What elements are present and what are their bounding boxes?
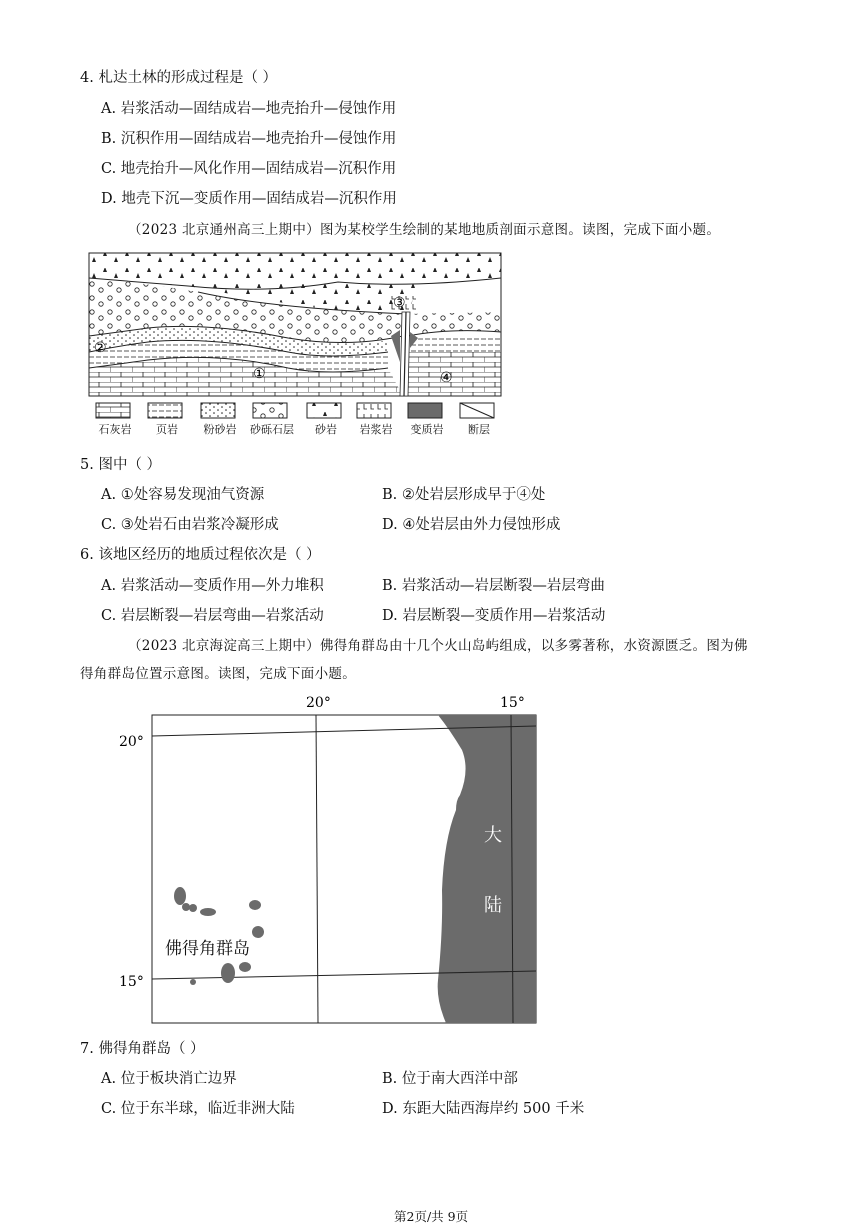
marker-3: ③ <box>393 295 406 311</box>
legend-swatch-shale <box>148 403 182 418</box>
q4-option-b: B. 沉积作用—固结成岩—地壳抬升—侵蚀作用 <box>101 131 397 147</box>
lon-label-15: 15° <box>500 695 525 711</box>
q7-option-c: C. 位于东半球，临近非洲大陆 <box>101 1101 295 1117</box>
q7-option-d: D. 东距大陆西海岸约 500 千米 <box>382 1101 585 1117</box>
q4-option-d: D. 地壳下沉—变质作用—固结成岩—沉积作用 <box>101 191 397 207</box>
q6-option-b: B. 岩浆活动—岩层断裂—岩层弯曲 <box>382 578 605 594</box>
legend-label-metamorphic: 变质岩 <box>410 423 444 436</box>
q5-stem: 5. 图中（ ） <box>80 457 162 473</box>
legend-label-conglomerate: 砂砾石层 <box>250 423 294 436</box>
legend-label-shale: 页岩 <box>156 423 178 436</box>
geologic-section-figure <box>88 252 506 442</box>
legend-label-limestone: 石灰岩 <box>98 423 132 436</box>
legend-label-siltstone: 粉砂岩 <box>203 423 237 436</box>
q5-option-b: B. ②处岩层形成早于④处 <box>382 487 546 503</box>
q6-option-a: A. 岩浆活动—变质作用—外力堆积 <box>101 578 324 594</box>
lat-label-20: 20° <box>119 734 144 750</box>
legend-label-igneous: 岩浆岩 <box>359 423 393 436</box>
legend-swatch-metamorphic <box>408 403 442 418</box>
continent-label-1: 大 <box>484 825 502 846</box>
intro-text-1: （2023 北京通州高三上期中）图为某校学生绘制的某地地质剖面示意图。读图，完成下面小题。 <box>128 222 721 238</box>
q6-stem: 6. 该地区经历的地质过程依次是（ ） <box>80 547 321 563</box>
lat-label-15: 15° <box>119 974 144 990</box>
q5-option-c: C. ③处岩石由岩浆冷凝形成 <box>101 517 279 533</box>
q7-option-b: B. 位于南大西洋中部 <box>382 1071 518 1087</box>
q7-stem: 7. 佛得角群岛（ ） <box>80 1041 205 1057</box>
q5-option-a: A. ①处容易发现油气资源 <box>101 487 265 503</box>
lon-label-20: 20° <box>306 695 331 711</box>
legend-swatch-igneous <box>357 403 391 418</box>
marker-2: ② <box>94 340 107 356</box>
legend-swatch-limestone <box>96 403 130 418</box>
legend-swatch-sandstone <box>307 403 341 418</box>
marker-4: ④ <box>440 370 453 386</box>
page-footer: 第2页/共 9页 <box>394 1209 469 1224</box>
marker-1: ① <box>253 366 266 382</box>
q6-option-d: D. 岩层断裂—变质作用—岩浆活动 <box>382 608 606 624</box>
intro-text-2-line1: （2023 北京海淀高三上期中）佛得角群岛由十几个火山岛屿组成，以多雾著称，水资源匮乏。图为佛 <box>128 638 748 654</box>
island-label: 佛得角群岛 <box>165 939 250 959</box>
q7-option-a: A. 位于板块消亡边界 <box>101 1071 237 1087</box>
legend-label-fault: 断层 <box>468 423 490 436</box>
q5-option-d: D. ④处岩层由外力侵蚀形成 <box>382 517 561 533</box>
continent-label-2: 陆 <box>484 895 502 916</box>
legend-swatch-conglomerate <box>253 403 287 418</box>
q4-option-a: A. 岩浆活动—固结成岩—地壳抬升—侵蚀作用 <box>101 101 397 117</box>
intro-text-2-line2: 得角群岛位置示意图。读图，完成下面小题。 <box>80 666 356 682</box>
q4-stem: 4. 札达土林的形成过程是（ ） <box>80 70 278 86</box>
q6-option-c: C. 岩层断裂—岩层弯曲—岩浆活动 <box>101 608 324 624</box>
q4-option-c: C. 地壳抬升—风化作用—固结成岩—沉积作用 <box>101 161 397 177</box>
legend-label-sandstone: 砂岩 <box>315 423 337 436</box>
legend-swatch-siltstone <box>201 403 235 418</box>
legend-swatch-fault <box>460 403 494 418</box>
cape-verde-map <box>100 690 550 1030</box>
